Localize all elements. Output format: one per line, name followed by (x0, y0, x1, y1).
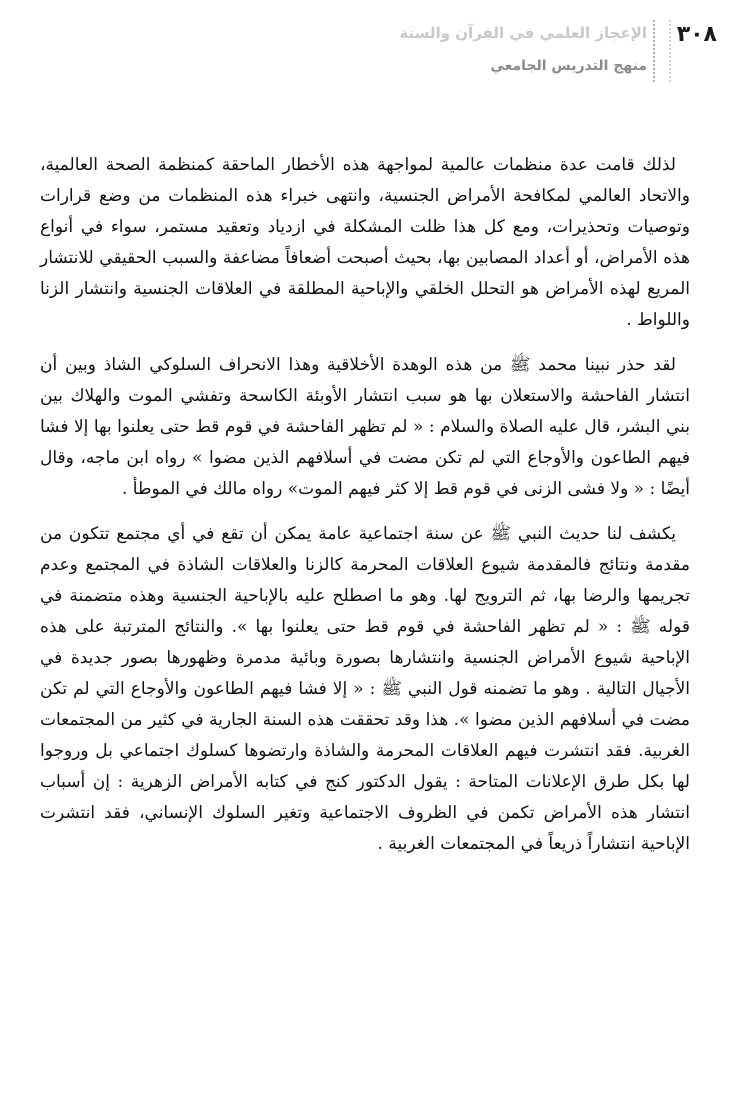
paragraph-1: لذلك قامت عدة منظمات عالمية لمواجهة هذه الأخطار الماحقة كمنظمة الصحة العالمية، والاتحاد العالمي لمكافحة الأمراض الجنسية، وانتهى خبراء هذه المنظمات من وضع قرارات وتوصيات وتحذيرات، ومع كل هذا ظلت المشكلة في ازدياد وتعقيد مستمر، سواء في أنواع هذه الأمراض، أو أعداد المصابين بها، بحيث أصبحت أضعافاً مضاعفة والسبب الحقيقي للانتشار المريع لهذه الأمراض هو التحلل الخلقي والإباحية المطلقة في العلاقات الجنسية وانتشار الزنا واللواط . (40, 155, 690, 330)
paragraph-2: لقد حذر نبينا محمد ﷺ من هذه الوهدة الأخلاقية وهذا الانحراف السلوكي الشاذ وبين أن انتشار الفاحشة والاستعلان بها هو سبب انتشار الأوبئة الكاسحة وتفشي الموت والهلاك بين بني البشر، قال عليه الصلاة والسلام : « لم تظهر الفاحشة في قوم قط حتى يعلنوا بها إلا فشا فيهم الطاعون والأوجاع التي لم تكن مضت في أسلافهم الذين مضوا » رواه ابن ماجه، وقال أيضًا : « ولا فشى الزنى في قوم قط إلا كثر فيهم الموت» رواه مالك في الموطأ . (40, 355, 690, 499)
header-ornament (653, 20, 671, 82)
running-title: الإعجاز العلمي في القرآن والسنة (399, 24, 647, 42)
body-text (40, 150, 690, 874)
page-number: ٣٠٨ (676, 22, 717, 47)
page-header (0, 18, 745, 88)
paragraph-3: يكشف لنا حديث النبي ﷺ عن سنة اجتماعية عامة يمكن أن تقع في أي مجتمع تتكون من مقدمة ونتائج فالمقدمة شيوع العلاقات المحرمة كالزنا والعلاقات الشاذة في المجتمع وعدم تجريمها والرضا بها، ثم الترويج لها. وهو ما اصطلح عليه بالإباحية الجنسية وهذه متضمنة في قوله ﷺ : « لم تظهر الفاحشة في قوم قط حتى يعلنوا بها ». والنتائج المترتبة على هذه الإباحية شيوع الأمراض الجنسية وانتشارها بصورة وبائية مدمرة وظهورها بصور جديدة في الأجيال التالية . وهو ما تضمنه قول النبي ﷺ : « إلا فشا فيهم الطاعون والأوجاع التي لم تكن مضت في أسلافهم الذين مضوا ». هذا وقد تحققت هذه السنة الجارية في كثير من المجتمعات الغربية. فقد انتشرت فيهم العلاقات المحرمة والشاذة وارتضوها كسلوك اجتماعي بل وروجوا لها بكل طرق الإعلانات المتاحة : يقول الدكتور كنج في كتابه الأمراض الزهرية : إن أسباب انتشار هذه الأمراض تكمن في الظروف الاجتماعية وتغير السلوك الإنساني، فقد انتشرت الإباحية انتشاراً ذريعاً في المجتمعات الغربية . (40, 524, 690, 854)
section-title: منهج التدريس الجامعي (490, 58, 647, 74)
